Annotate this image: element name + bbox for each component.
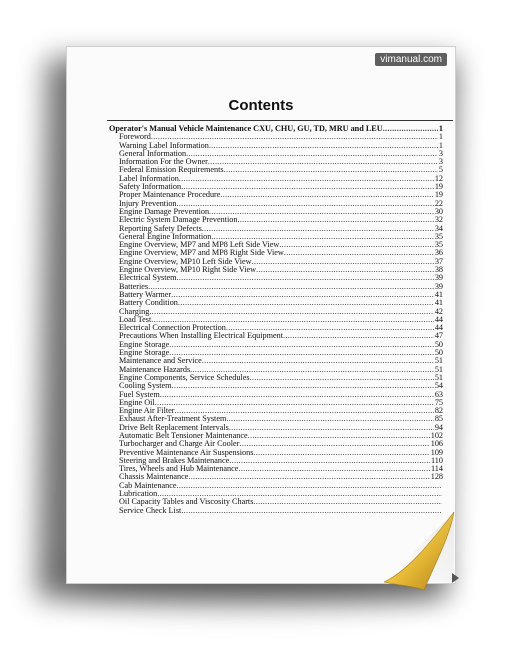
toc-entry-page: 75 — [434, 397, 443, 407]
toc-leader-dots — [179, 175, 434, 183]
toc-entry-page: 39 — [434, 281, 443, 291]
toc-entry-page: 35 — [434, 240, 443, 250]
toc-entry-title: Label Information — [119, 173, 179, 183]
toc-entry-title: Engine Components, Service Schedules — [119, 372, 250, 382]
toc-entry-page: 1 — [438, 124, 443, 133]
toc-entry-title: Precautions When Installing Electrical Equipment — [119, 331, 284, 341]
toc-entry-page: 114 — [431, 464, 443, 474]
toc-entry-title: Fuel System — [119, 389, 160, 399]
toc-entry-title: Batteries — [119, 281, 149, 291]
toc-leader-dots — [209, 208, 434, 216]
toc-leader-dots — [149, 308, 433, 316]
toc-leader-dots — [279, 241, 434, 249]
toc-entry-title: Steering and Brakes Maintenance — [119, 455, 230, 465]
toc-leader-dots — [208, 158, 438, 166]
toc-entry-title: Information For the Owner — [119, 157, 208, 167]
toc-leader-dots — [160, 391, 434, 399]
toc-entry-title: Engine Overview, MP10 Right Side View — [119, 265, 257, 275]
toc-entry-title: Engine Damage Prevention — [119, 206, 210, 216]
toc-entry-title: Engine Overview, MP10 Left Side View — [119, 256, 252, 266]
toc-leader-dots — [177, 482, 442, 490]
toc-entry-title: Foreword — [119, 132, 151, 142]
toc-leader-dots — [253, 449, 429, 457]
toc-leader-dots — [250, 374, 434, 382]
toc-entry-title: Electrical Connection Protection — [119, 323, 226, 333]
toc-leader-dots — [188, 473, 429, 481]
toc-entry-page: 109 — [430, 447, 443, 457]
toc-entry-page: 38 — [434, 265, 443, 275]
toc-entry-title: Turbocharger and Charge Air Cooler — [119, 439, 240, 449]
toc-leader-dots — [283, 332, 434, 340]
toc-leader-dots — [252, 258, 434, 266]
toc-entry-title: Service Check List — [119, 505, 182, 515]
toc-leader-dots — [177, 274, 434, 282]
table-of-contents — [109, 125, 443, 515]
toc-leader-dots — [224, 166, 438, 174]
toc-entry-page: 51 — [434, 372, 443, 382]
toc-entry-page: 5 — [438, 165, 443, 175]
toc-entry-page: 3 — [438, 157, 443, 167]
toc-entry-title: Lubrication — [119, 489, 158, 499]
toc-entry-page: 51 — [434, 356, 443, 366]
toc-entry[interactable] — [109, 299, 443, 307]
toc-entry-page: 35 — [434, 231, 443, 241]
toc-entry-page: 44 — [434, 323, 443, 333]
toc-entry-title: Safety Information — [119, 182, 182, 192]
page-title: Contents — [228, 97, 294, 114]
toc-entry[interactable] — [109, 391, 443, 399]
toc-entry-title: Engine Overview, MP7 and MP8 Right Side View — [119, 248, 284, 258]
watermark-badge: vimanual.com — [375, 53, 447, 66]
toc-entry-page: 30 — [434, 206, 443, 216]
toc-entry-title: Maintenance and Service — [119, 356, 202, 366]
toc-entry-page: 110 — [431, 455, 443, 465]
toc-entry[interactable] — [109, 308, 443, 316]
toc-entry-page: 1 — [438, 140, 443, 150]
toc-leader-dots — [172, 382, 434, 390]
toc-entry-title: Federal Emission Requirements — [119, 165, 224, 175]
toc-entry-page: 128 — [430, 472, 443, 482]
toc-entry-page: 19 — [434, 182, 443, 192]
toc-entry-title: Electrical System — [119, 273, 177, 283]
toc-entry-title: General Information — [119, 148, 187, 158]
toc-entry-page: 54 — [434, 381, 443, 391]
toc-entry-title: Battery Warmer — [119, 289, 172, 299]
toc-entry-title: Operator's Manual Vehicle Maintenance CXU, CHU, GU, TD, MRU and LEU — [109, 124, 383, 133]
toc-entry-title: General Engine Information — [119, 231, 212, 241]
toc-entry-page: 44 — [434, 314, 443, 324]
toc-leader-dots — [383, 125, 438, 133]
toc-entry-page: 42 — [434, 306, 443, 316]
toc-entry-page: 41 — [434, 289, 443, 299]
toc-entry-title: Cooling System — [119, 381, 172, 391]
toc-leader-dots — [202, 357, 434, 365]
toc-leader-dots — [237, 216, 433, 224]
toc-entry-title: Engine Oil — [119, 397, 155, 407]
toc-entry-page: 41 — [434, 298, 443, 308]
toc-entry-page: 82 — [434, 406, 443, 416]
toc-entry-title: Chassis Maintenance — [119, 472, 189, 482]
toc-leader-dots — [186, 150, 438, 158]
toc-entry-title: Exhaust After-Treatment System — [119, 414, 227, 424]
toc-entry-title: Engine Storage — [119, 339, 170, 349]
toc-leader-dots — [239, 440, 429, 448]
toc-entry-page: 85 — [434, 414, 443, 424]
toc-leader-dots — [229, 457, 430, 465]
toc-entry-title: Cab Maintenance — [119, 480, 177, 490]
toc-entry[interactable] — [109, 482, 443, 490]
toc-leader-dots — [171, 291, 434, 299]
toc-entry-page: 50 — [434, 348, 443, 358]
title-divider — [107, 120, 453, 121]
toc-entry-title: Reporting Safety Defects — [119, 223, 202, 233]
document-page — [66, 46, 456, 584]
toc-entry-page: 94 — [434, 422, 443, 432]
toc-entry-title: Automatic Belt Tensioner Maintenance — [119, 430, 248, 440]
toc-entry-page: 34 — [434, 223, 443, 233]
toc-entry-page: 22 — [434, 198, 443, 208]
next-page-arrow-icon[interactable] — [452, 573, 459, 583]
toc-leader-dots — [177, 200, 434, 208]
toc-entry-title: Engine Storage — [119, 348, 170, 358]
toc-entry-title: Battery Condition — [119, 298, 178, 308]
toc-leader-dots — [284, 249, 434, 257]
toc-leader-dots — [202, 225, 434, 233]
toc-leader-dots — [148, 283, 434, 291]
toc-leader-dots — [226, 415, 433, 423]
toc-entry-page: 19 — [434, 190, 443, 200]
toc-entry-page: 12 — [434, 173, 443, 183]
toc-entry-title: Tires, Wheels and Hub Maintenance — [119, 464, 239, 474]
toc-entry-title: Load Test — [119, 314, 152, 324]
toc-entry-title: Proper Maintenance Procedure — [119, 190, 221, 200]
toc-leader-dots — [229, 424, 434, 432]
toc-entry-title: Engine Air Filter — [119, 406, 175, 416]
toc-entry-page: 63 — [434, 389, 443, 399]
toc-entry-page: 36 — [434, 248, 443, 258]
toc-entry-title: Electric System Damage Prevention — [119, 215, 238, 225]
toc-entry[interactable] — [109, 125, 443, 133]
toc-entry[interactable] — [109, 274, 443, 282]
toc-leader-dots — [169, 349, 434, 357]
toc-leader-dots — [209, 142, 438, 150]
toc-leader-dots — [169, 341, 434, 349]
toc-entry-page: 37 — [434, 256, 443, 266]
toc-leader-dots — [178, 299, 434, 307]
toc-entry-page: 102 — [430, 430, 443, 440]
toc-entry-title: Charging — [119, 306, 150, 316]
toc-leader-dots — [155, 399, 434, 407]
toc-entry-page: 1 — [438, 132, 443, 142]
toc-entry-title: Engine Overview, MP7 and MP8 Left Side View — [119, 240, 280, 250]
toc-leader-dots — [220, 191, 433, 199]
toc-entry-page: 39 — [434, 273, 443, 283]
toc-leader-dots — [256, 266, 434, 274]
toc-entry-page: 47 — [434, 331, 443, 341]
toc-entry-title: Injury Prevention — [119, 198, 177, 208]
toc-entry-title: Warning Label Information — [119, 140, 209, 150]
toc-entry-title: Maintenance Hazards — [119, 364, 191, 374]
toc-leader-dots — [238, 465, 430, 473]
toc-leader-dots — [248, 432, 430, 440]
toc-entry-title: Oil Capacity Tables and Viscosity Charts — [119, 497, 254, 507]
toc-entry-page: 50 — [434, 339, 443, 349]
toc-entry-page: 3 — [438, 148, 443, 158]
toc-entry-page: 32 — [434, 215, 443, 225]
toc-entry-title: Drive Belt Replacement Intervals — [119, 422, 229, 432]
toc-entry-page: 51 — [434, 364, 443, 374]
toc-entry-title: Preventive Maintenance Air Suspensions — [119, 447, 254, 457]
toc-entry-page: 106 — [430, 439, 443, 449]
